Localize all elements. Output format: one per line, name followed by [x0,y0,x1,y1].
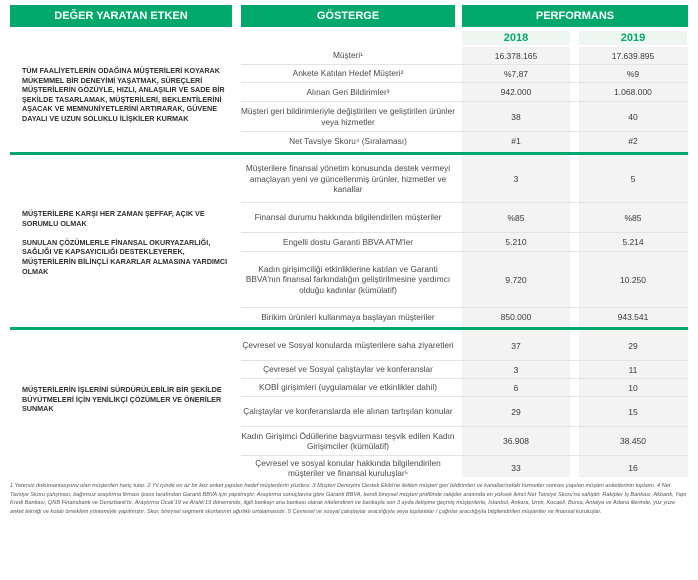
value-2018: 29 [511,406,521,417]
value-2019: 943.541 [617,312,649,322]
value-2019: 5.214 [622,237,644,247]
indicator-label: Müşteri¹ [333,50,363,61]
year-2018: 2018 [462,31,570,45]
year-2019: 2019 [579,31,687,45]
value-2019: 11 [628,364,638,375]
table-row [241,65,688,83]
indicator-label: Alınan Geri Bildirimler³ [306,86,390,97]
value-2018: 850.000 [500,312,532,322]
value-2019: 10 [628,382,638,393]
footnote: 1 Yetersiz dokümantasyonu olan müşterileri hariç tutar. 2 Yıl içinde en az bir kez anket yapılan hedef müşterilerin yüzdesi. 3 Müşteri Deneyimi Destek Ekibi'ne iletilen müşteri geri bildirimleri ve kanallar/ındaki hizmetler sonrası yapılan müşteri anketlerinin toplamı. 4 Net Tavsiye Skoru çalışması, bağımsız araştırma firması Ipsos tarafından Garanti BBVA için yapılmıştır. Araştırma sonuçlarına göre Garanti BBVA, kendi bireysel müşteri profilinde rakipler arasında en yüksek ikinci Net Tavsiye Skoru'na sahiptir. Rakipler İş Bankası, Akbank, Yapı Kredi Bankası, QNB Finansbank ve Denizbank'tır. Araştırma Ocak'19 ve Aralık'19 döneminde, ilgili bankayı ana bankası olarak nitelendiren ve bankayla son 3 ayda iletişime geçmiş müşterilerle, İstanbul, Ankara, İzmir, Kocaeli, Bursa, Antalya ve Adana illerinde, yüz yüze anket tekniği ve kotalı örneklem yöntemiyle yapılmıştır. Skor, bireysel segment skorlarının ağırlıklı ortalamasıdır. 5 Çevresel ve sosyal çalıştaylar aracılığıyla veya toplantılar / çağrılar aracılığıyla bilgilendirilen müşteriler ve finansal kuruluşlar. [10,483,687,515]
value-2019: 17.639.895 [611,50,655,61]
value-2018: 6 [513,382,519,393]
section-divider [10,152,688,155]
indicator-label: Engelli dostu Garanti BBVA ATM'ler [283,236,413,247]
value-2019: %9 [626,68,640,79]
table-row [241,132,688,150]
table-row [241,361,688,379]
value-2019: 29 [628,340,638,351]
header-value-driver: DEĞER YARATAN ETKEN [10,5,232,27]
table-row [241,331,688,361]
indicator-label: Finansal durumu hakkında bilgilendirilen müşteriler [254,212,442,223]
indicator-label: Çevresel ve Sosyal çalıştaylar ve konferanslar [263,364,433,375]
value-2018: 9.720 [505,274,527,285]
value-2019: 38.450 [620,436,646,446]
indicator-label: Çevresel ve sosyal konular hakkında bilgilendirilen müşteriler ve finansal kuruluşlar⁵ [255,457,441,478]
table-row [241,379,688,397]
section-divider [10,327,688,330]
value-2018: %85 [507,212,525,223]
section-3-driver: MÜŞTERİLERİN İŞLERİNİ SÜRDÜRÜLEBİLİR BİR ŞEKİLDE BÜYÜTMELERİ İÇİN YENİLİKÇİ ÇÖZÜMLER VE ÖNERİLER SUNMAK [22,385,222,414]
table-row [241,252,688,308]
value-2018: #1 [511,136,521,146]
table-row [241,427,688,456]
value-2019: 5 [630,174,636,184]
section-1-driver: TÜM FAALİYETLERİN ODAĞINA MÜŞTERİLERİ KOYARAK MÜKEMMEL BİR DENEYİMİ YAŞATMAK, SÜREÇLERİ MÜŞTERİLERİN GÖZÜYLE, HIZLI, ANLAŞILIR VE SADE BİR ŞEKİLDE TASARLAMAK, MÜŞTERİLERİ, BEKLENTİLERİNİ AŞACAK VE MEMNUNİYETLERİNİ ARTIRARAK, GÜVENE DAYALI VE UZUN SOLUKLU İLİŞKİLER KURMAK [22,66,225,123]
indicator-label: Net Tavsiye Skoru⁴ (Sıralaması) [289,135,407,146]
section-2-driver: MÜŞTERİLERE KARŞI HER ZAMAN ŞEFFAF, AÇIK VE SORUMLU OLMAK SUNULAN ÇÖZÜMLERLE FİNANSAL OKURYAZARLIĞI, SAĞLIĞI VE KAPSAYICILIĞI DESTEKLEYEREK, MÜŞTERİLERİN BİLİNÇLİ KARARLAR ALMASINA YARDIMCI OLMAK [22,209,228,276]
header-performance: PERFORMANS [462,5,688,27]
value-2019: 16 [628,463,638,473]
table-row [241,456,688,480]
indicator-label: Müşteri geri bildirimleriyle değiştirilen ve geliştirilen ürünler veya hizmetler [241,106,455,127]
indicator-label: Ankete Katılan Hedef Müşteri² [292,68,404,79]
value-2018: 3 [513,174,519,184]
table-row [241,203,688,233]
value-2018: %7,87 [503,68,529,79]
indicator-label: Birikim ürünleri kullanmaya başlayan müşteriler [261,311,435,322]
value-2019: 10.250 [620,274,646,285]
value-2019: 1.068.000 [614,87,652,97]
value-2018: 37 [511,340,521,351]
table-row [241,308,688,326]
indicator-label: KOBİ girişimleri (uygulamalar ve etkinlikler dahil) [259,382,437,393]
table-row [241,233,688,252]
indicator-label: Kadın girişimciliği etkinliklerine katılan ve Garanti BBVA'nın finansal farkındalığın geliştirilmesine yardımcı olduğu kadınlar (kümülatif) [245,263,451,295]
header-indicator: GÖSTERGE [241,5,455,27]
value-2019: 15 [628,406,638,417]
value-2018: 33 [511,463,521,473]
table-row [241,83,688,102]
value-2018: 16.378.165 [494,50,538,61]
indicator-label: Müşterilere finansal yönetim konusunda destek vermeyi amaçlayan yeni ve güncellenmiş ürünler, hizmetler ve kanallar [245,163,451,195]
indicator-label: Kadın Girişimci Ödüllerine başvurması teşvik edilen Kadın Girişimciler (kümülatif) [241,430,455,451]
value-2018: 5.210 [505,237,527,247]
value-2019: 40 [628,111,638,122]
table-row [241,156,688,203]
value-2018: 942.000 [500,87,532,97]
table-row [241,102,688,132]
value-2018: 3 [513,364,519,375]
indicator-label: Çalıştaylar ve konferanslarda ele alınan tartışılan konular [243,406,453,417]
indicator-label: Çevresel ve Sosyal konularda müşterilere saha ziyaretleri [242,340,454,351]
table-row [241,47,688,65]
table-row [241,397,688,427]
value-2019: #2 [628,136,638,146]
value-2018: 38 [511,111,521,122]
value-2019: %85 [624,212,642,223]
value-2018: 36.908 [503,436,529,446]
